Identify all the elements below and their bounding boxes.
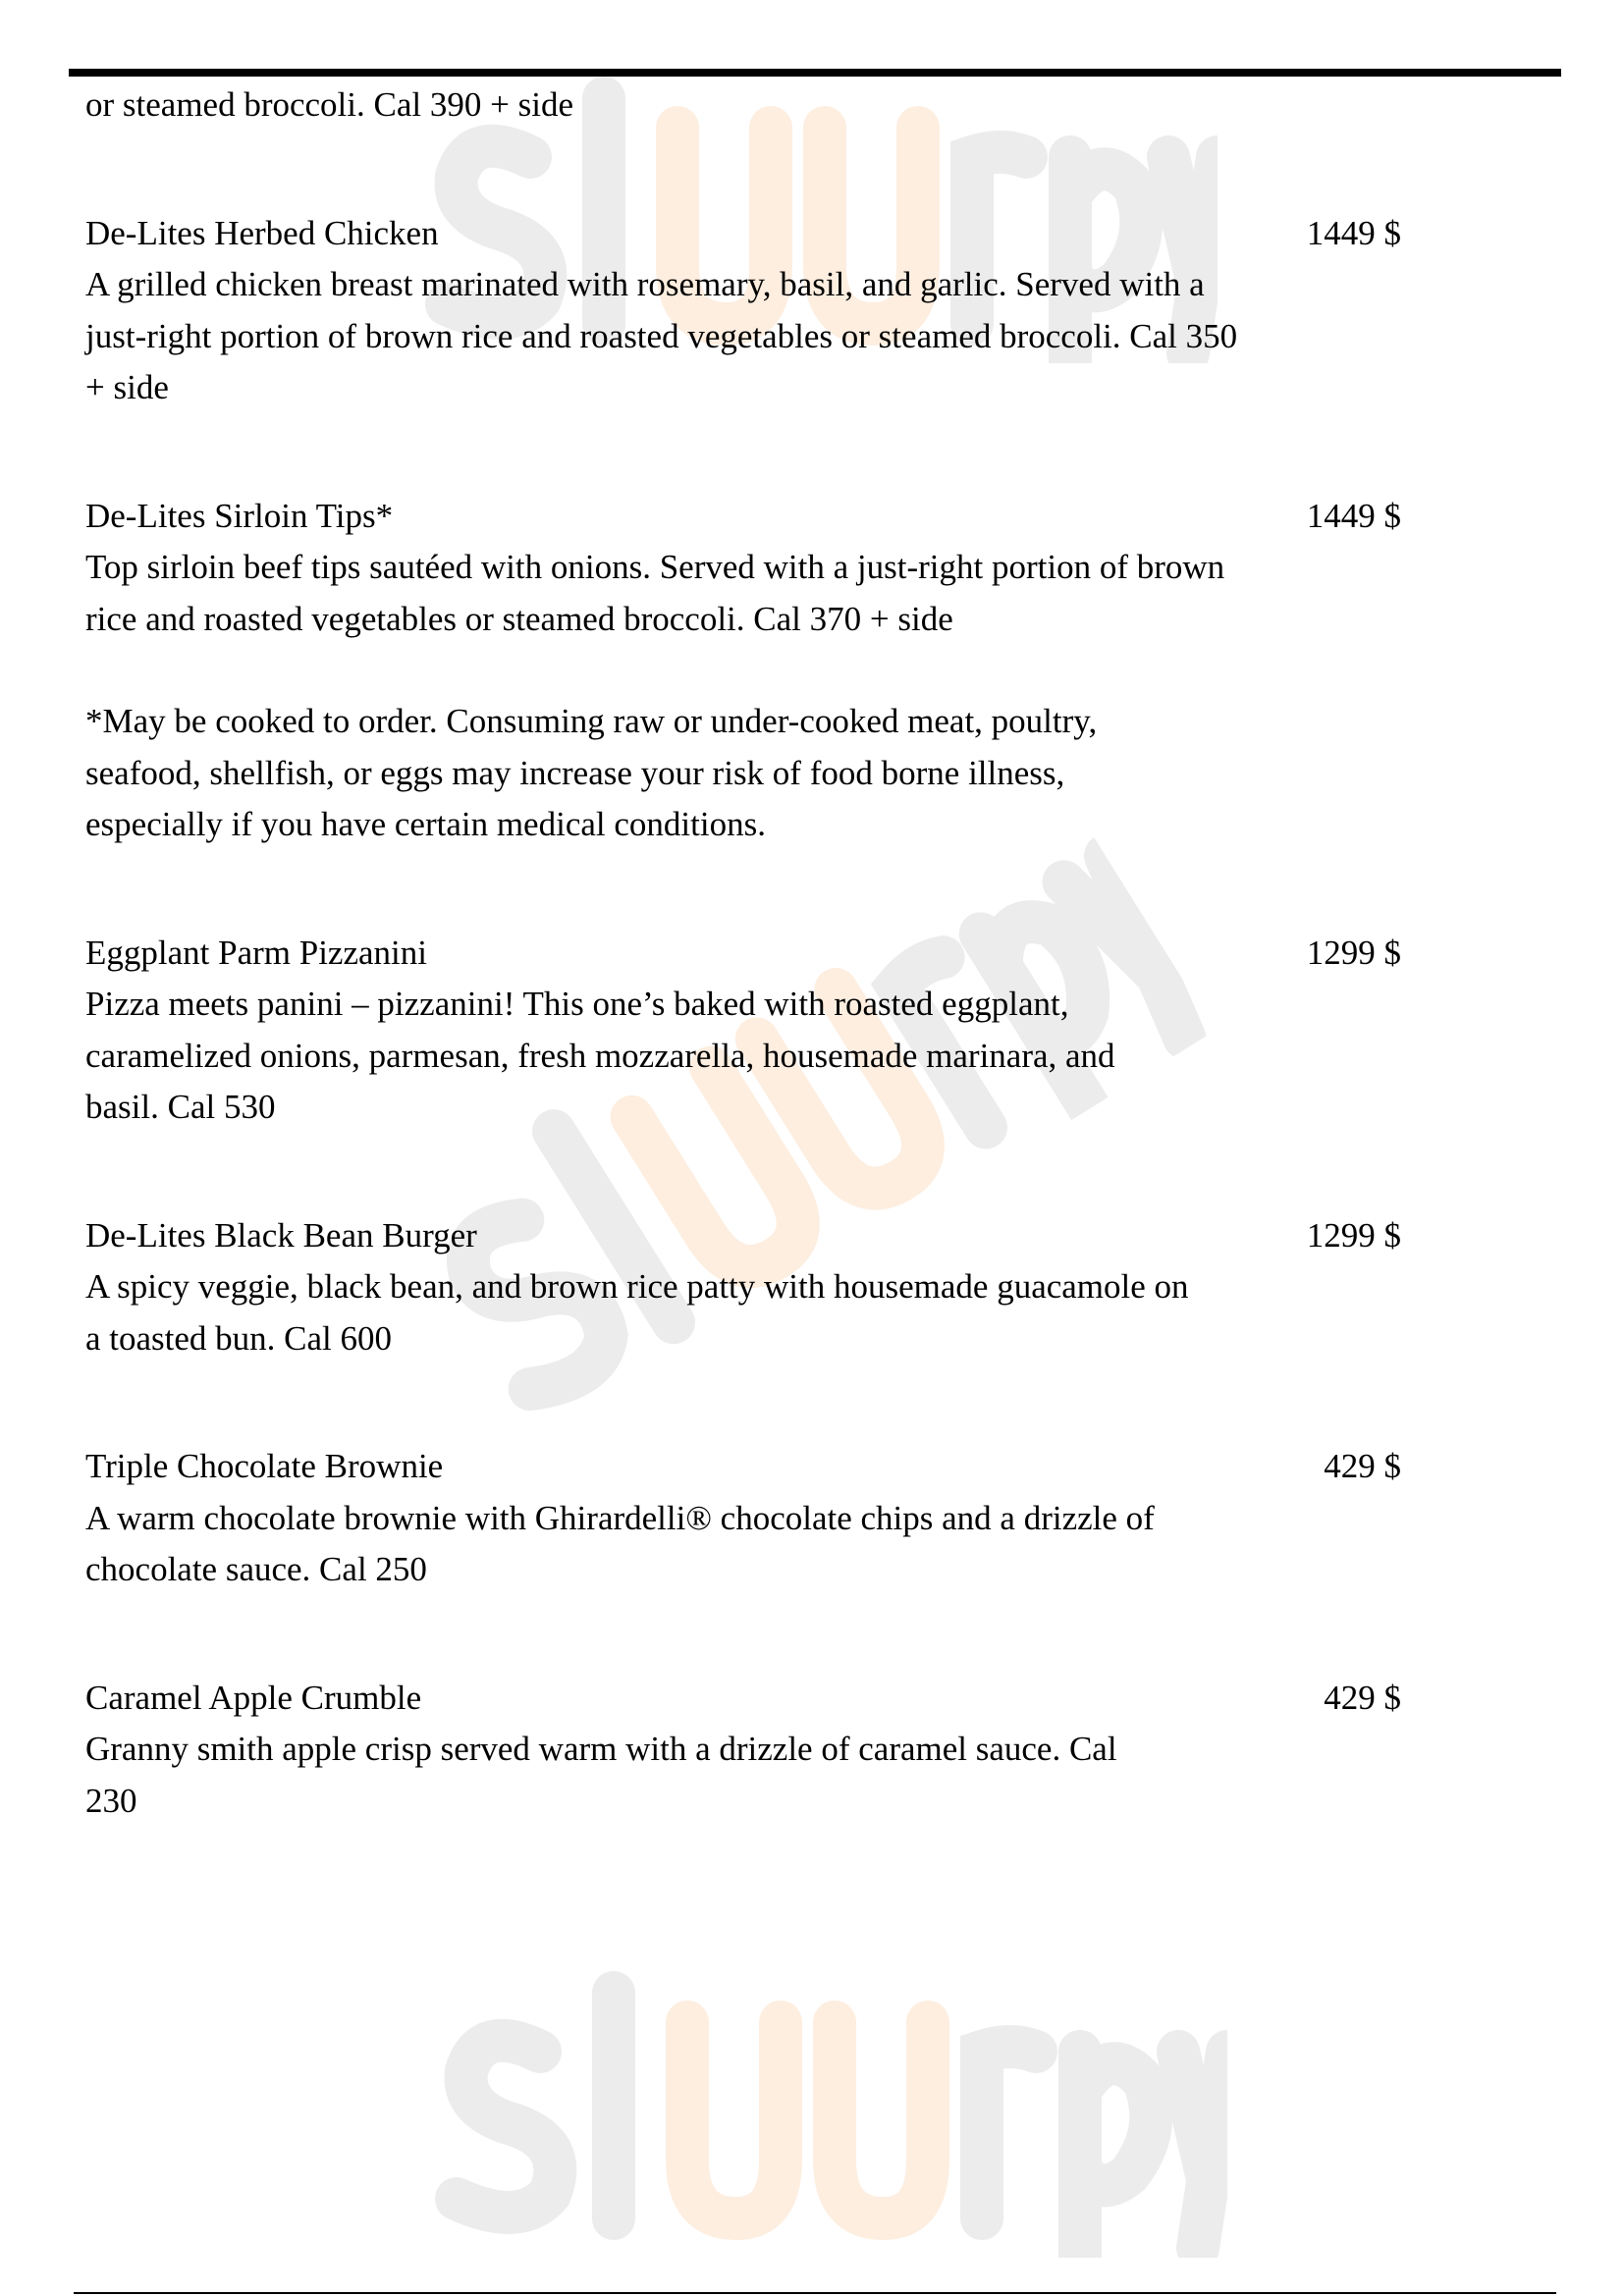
item-name: Eggplant Parm Pizzanini [85,933,427,972]
continuation-text [85,80,1401,132]
description: or steamed broccoli. Cal 390 + side [85,85,573,124]
top-rule [69,69,1561,77]
item-price: 429 $ [1324,1447,1401,1485]
menu-item [85,1673,1401,1828]
menu-item [85,208,1401,414]
menu-item [85,491,1401,646]
item-name: Triple Chocolate Brownie [85,1447,444,1485]
item-price: 429 $ [1324,1678,1401,1717]
menu-item [85,928,1401,1134]
watermark-logo [422,1963,1227,2258]
item-name: De-Lites Herbed Chicken [85,213,439,252]
menu-item [85,1210,1401,1365]
item-description: A spicy veggie, black bean, and brown rice patty with housemade guacamole on a toasted bun. Cal 600 [85,1267,1189,1358]
item-description: Granny smith apple crisp served warm with a drizzle of caramel sauce. Cal 230 [85,1730,1117,1820]
food-safety-note [85,696,1401,851]
item-description: Pizza meets panini – pizzanini! This one’s baked with roasted eggplant, caramelized onions, parmesan, fresh mozzarella, housemade marinara, and basil. Cal 530 [85,985,1115,1126]
item-description: A grilled chicken breast marinated with rosemary, basil, and garlic. Served with a just-right portion of brown rice and roasted vegetables or steamed broccoli. Cal 350 + side [85,265,1238,406]
note-text: *May be cooked to order. Consuming raw or under-cooked meat, poultry, seafood, shellfish, or eggs may increase your risk of food borne illness, especially if you have certain medical conditions. [85,702,1098,843]
item-price: 1449 $ [1306,213,1401,252]
item-price: 1449 $ [1306,496,1401,535]
item-name: De-Lites Black Bean Burger [85,1215,477,1255]
item-name: Caramel Apple Crumble [85,1678,422,1717]
item-price: 1299 $ [1306,1215,1401,1255]
menu-content [85,80,1401,1827]
bottom-rule [74,2292,1556,2294]
item-price: 1299 $ [1306,933,1401,972]
item-description: A warm chocolate brownie with Ghirardelli® chocolate chips and a drizzle of chocolate sauce. Cal 250 [85,1498,1155,1588]
menu-item [85,1441,1401,1596]
item-name: De-Lites Sirloin Tips* [85,496,394,535]
item-description: Top sirloin beef tips sautéed with onions. Served with a just-right portion of brown rice and roasted vegetables or steamed broccoli. Cal 370 + side [85,548,1225,638]
